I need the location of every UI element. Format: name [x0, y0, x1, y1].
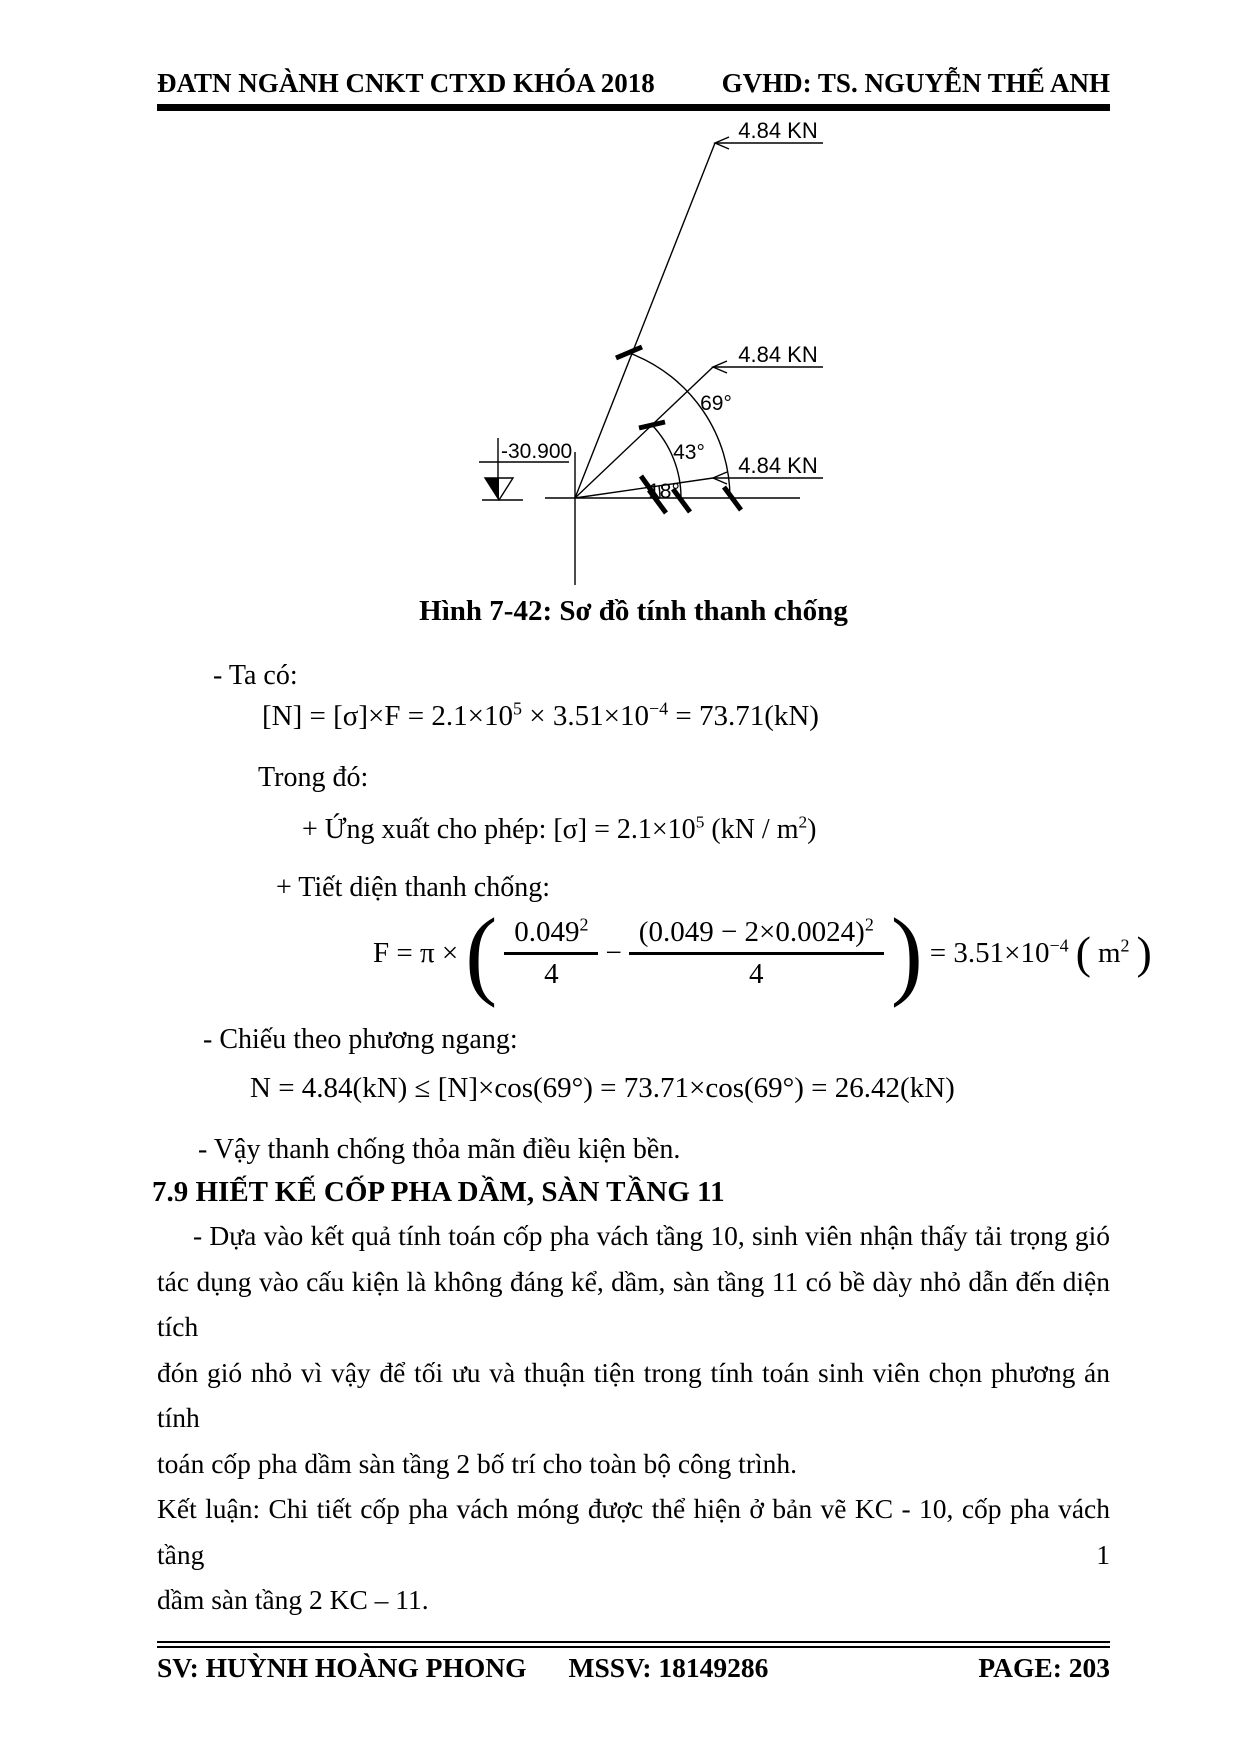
- fraction-2: [629, 913, 884, 991]
- formula-F-result: = $3.51\times 10^{-4}$: [929, 934, 1069, 969]
- big-paren-close: ): [890, 896, 923, 1008]
- footer-rule: [157, 1641, 1110, 1648]
- header-right-title: GVHD: TS. NGUYỄN THẾ ANH: [721, 68, 1110, 98]
- force-label-top: 4.84 KN: [738, 118, 818, 143]
- unit-paren-open: (: [1075, 927, 1091, 979]
- elevation-label: -30.900: [501, 440, 573, 463]
- fraction-2-numerator: (0.049 − 2×0.0024): [638, 915, 865, 948]
- fraction-2-denominator: 4: [749, 957, 764, 990]
- page-header: [157, 68, 1110, 99]
- body-paragraph: [157, 1213, 1110, 1623]
- angle-label-18: 18°: [648, 480, 680, 503]
- formula-F-lhs: F = π ×: [373, 936, 459, 969]
- paragraph-line: toán cốp pha dầm sàn tầng 2 bố trí cho toàn bộ công trình.: [157, 1447, 797, 1479]
- page-footer: [157, 1652, 1110, 1684]
- paragraph-line: Kết luận: Chi tiết cốp pha vách móng được thể hiện ở bản vẽ KC - 10, cốp pha vách tầng 1: [157, 1493, 1110, 1570]
- tick-ray-43: [639, 422, 665, 428]
- allowable-stress-line: + Ứng xuất cho phép: $[\sigma] = 2.1\times 10^5$ $(kN / m^2)$: [302, 812, 817, 845]
- formula-F-unit: $m^2$: [1097, 934, 1130, 969]
- force-label-mid: 4.84 KN: [738, 342, 818, 367]
- chieu-label: - Chiếu theo phương ngang:: [203, 1024, 518, 1055]
- footer-student-name: SV: HUỲNH HOÀNG PHONG: [157, 1652, 527, 1683]
- header-left-title: ĐATN NGÀNH CNKT CTXD KHÓA 2018: [157, 68, 655, 98]
- minus-operator: −: [605, 936, 622, 969]
- paragraph-line: dầm sàn tầng 2 KC – 11.: [157, 1584, 429, 1615]
- paragraph-line: - Dựa vào kết quả tính toán cốp pha vách tầng 10, sinh viên nhận thấy tải trọng gió: [193, 1220, 1110, 1251]
- angle-label-43: 43°: [673, 441, 705, 464]
- fraction-1: [504, 913, 598, 991]
- formula-allowable-force: $[N] = [\sigma]\times F = 2.1\times 10^5 \times 3.51\times 10^{-4} = 73.71(kN)$: [262, 698, 819, 732]
- footer-page-number: PAGE: 203: [978, 1652, 1110, 1683]
- formula-section-area: [373, 896, 1152, 1008]
- tiet-dien-label: + Tiết diện thanh chống:: [276, 872, 551, 903]
- ta-co-label: - Ta có:: [213, 660, 298, 691]
- trong-do-label: Trong đó:: [258, 762, 369, 793]
- big-paren-open: (: [465, 896, 498, 1008]
- header-rule: [157, 104, 1110, 111]
- formula-check: N = 4.84(kN) ≤ [N]×cos(69°) = 73.71×cos(69°) = 26.42(kN): [250, 1072, 955, 1104]
- strut-scheme-diagram: [420, 112, 880, 592]
- conclusion-strut-line: - Vậy thanh chống thỏa mãn điều kiện bền.: [198, 1134, 681, 1165]
- paragraph-line: đón gió nhỏ vì vậy để tối ưu và thuận tiện trong tính toán sinh viên chọn phương án tính: [157, 1356, 1110, 1433]
- fraction-1-numerator: 0.049: [514, 915, 580, 948]
- force-label-low: 4.84 KN: [738, 453, 818, 478]
- fraction-1-exponent: 2: [579, 913, 589, 934]
- section-heading-7-9: 7.9 HIẾT KẾ CỐP PHA DẦM, SÀN TẦNG 11: [152, 1176, 725, 1208]
- angle-label-69: 69°: [700, 392, 732, 415]
- fraction-2-exponent: 2: [864, 913, 874, 934]
- unit-paren-close: ): [1136, 927, 1152, 979]
- figure-caption: Hình 7-42: Sơ đồ tính thanh chống: [419, 595, 848, 627]
- fraction-1-denominator: 4: [544, 957, 559, 990]
- footer-student-id: MSSV: 18149286: [568, 1652, 769, 1683]
- paragraph-line: tác dụng vào cấu kiện là không đáng kể, dầm, sàn tầng 11 có bề dày nhỏ dẫn đến diện tích: [157, 1265, 1110, 1342]
